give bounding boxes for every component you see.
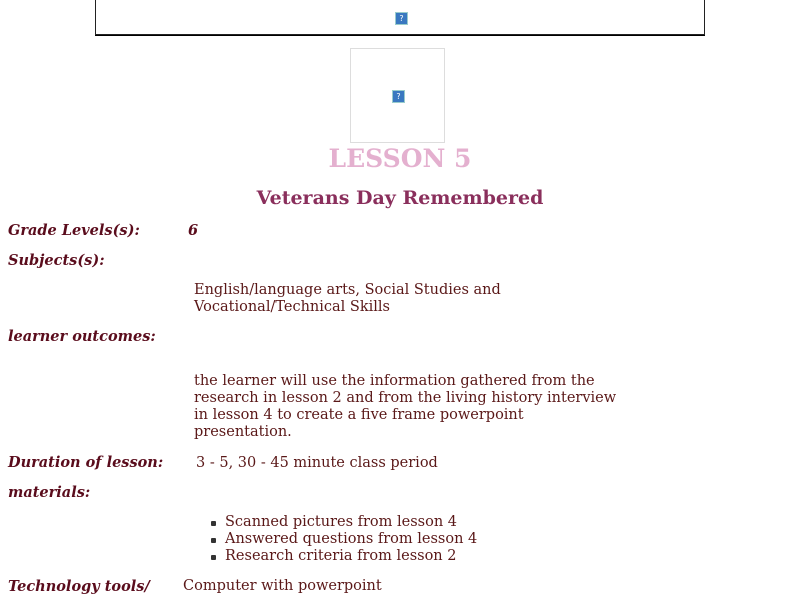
list-item: Answered questions from lesson 4 bbox=[225, 531, 478, 547]
materials-list bbox=[225, 514, 477, 565]
list-item: Research criteria from lesson 2 bbox=[225, 548, 477, 565]
list-item: Scanned pictures from lesson 4 bbox=[225, 514, 477, 531]
subjects-value bbox=[194, 282, 501, 316]
banner-image bbox=[95, 0, 705, 35]
grade-value: 6 bbox=[188, 222, 199, 239]
text-line: Vocational/Technical Skills bbox=[194, 299, 390, 315]
broken-image-icon: ? bbox=[392, 90, 405, 103]
subjects-label: Subjects(s): bbox=[8, 252, 105, 269]
page-title: Veterans Day Remembered bbox=[256, 187, 544, 209]
text-line: presentation. bbox=[194, 424, 292, 440]
duration-label: Duration of lesson: bbox=[8, 454, 164, 471]
materials-label: materials: bbox=[8, 484, 91, 501]
duration-value: 3 - 5, 30 - 45 minute class period bbox=[196, 455, 438, 471]
text-line: in lesson 4 to create a five frame powerpoint bbox=[194, 407, 524, 423]
outcomes-value bbox=[194, 373, 616, 441]
text-line: research in lesson 2 and from the living history interview bbox=[194, 390, 617, 406]
tech-label: Technology tools/ bbox=[8, 578, 150, 595]
logo-image bbox=[350, 48, 445, 143]
tech-value: Computer with powerpoint bbox=[183, 578, 382, 594]
outcomes-label: learner outcomes: bbox=[8, 328, 156, 345]
text-line: the learner will use the information gathered from the bbox=[194, 373, 595, 389]
text-line: English/language arts, Social Studies and bbox=[194, 282, 501, 298]
lesson-number: LESSON 5 bbox=[328, 144, 472, 173]
grade-label: Grade Levels(s): bbox=[8, 222, 140, 239]
broken-image-icon: ? bbox=[395, 12, 408, 25]
